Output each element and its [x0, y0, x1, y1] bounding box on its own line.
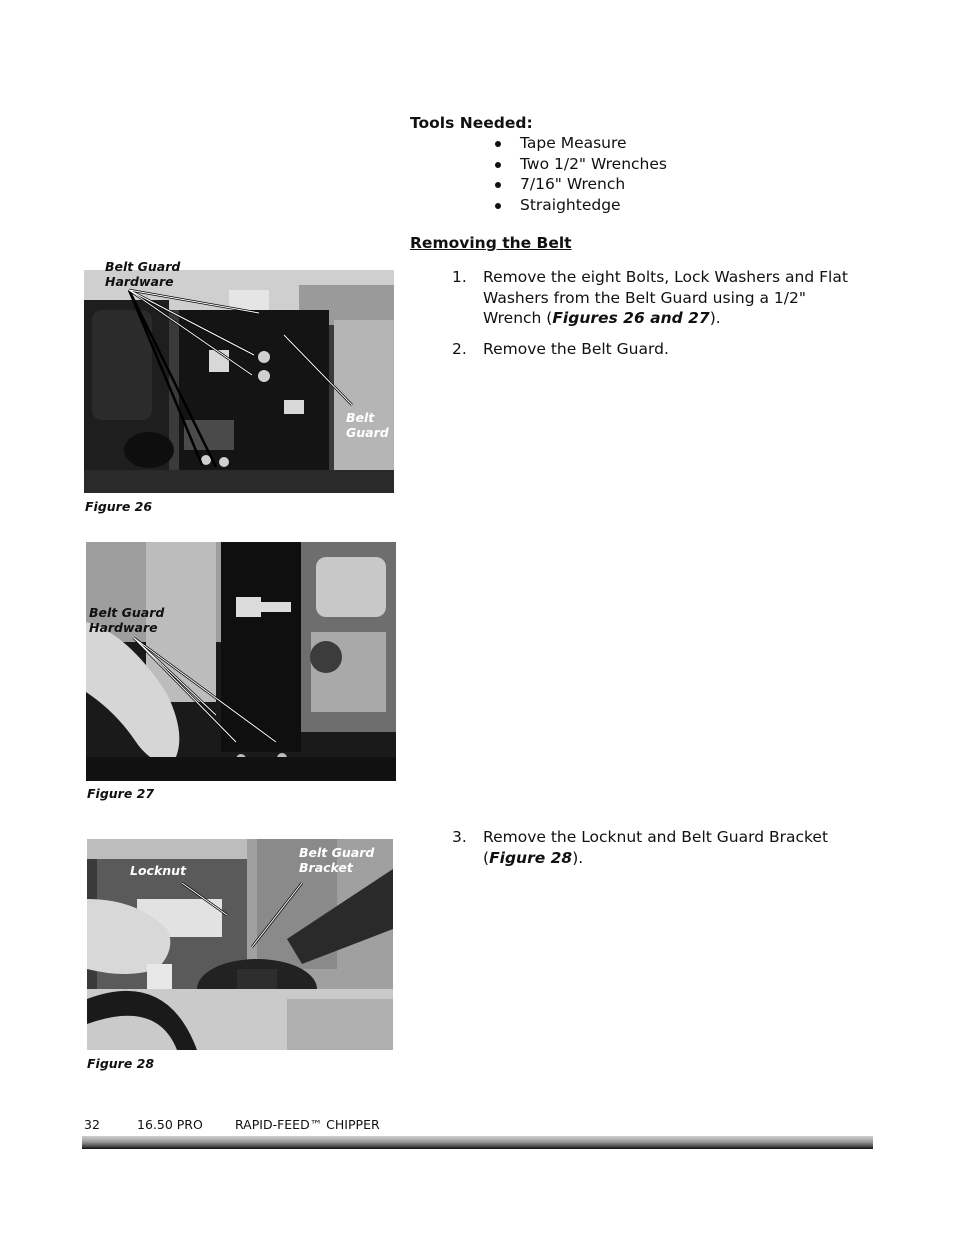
footer-rule [82, 1136, 873, 1149]
footer-model: 16.50 PRO [137, 1117, 203, 1132]
step-text: Remove the Belt Guard. [483, 340, 669, 358]
step-number: 3. [452, 828, 467, 846]
label-locknut: Locknut [130, 863, 187, 878]
figure-reference: Figures 26 and 27 [552, 309, 710, 327]
step-2 [452, 339, 862, 361]
label-belt-guard-hardware: Belt Guard Hardware [89, 605, 165, 635]
label-belt-guard-bracket: Belt Guard Bracket [299, 845, 375, 875]
figure-27-leader-lines [86, 620, 296, 760]
figure-27-caption: Figure 27 [87, 786, 155, 801]
step-1 [452, 267, 862, 329]
figure-reference: Figure 28 [489, 848, 573, 867]
step-3 [452, 827, 862, 869]
label-belt-guard: Belt Guard [346, 410, 389, 440]
figure-26-caption: Figure 26 [85, 499, 153, 514]
tool-item: 7/16" Wrench [490, 174, 667, 195]
step-text: Remove the Locknut and Belt Guard Bracket (Figure 28). [483, 828, 829, 867]
page-number: 32 [84, 1117, 100, 1132]
tool-item: Two 1/2" Wrenches [490, 154, 667, 175]
tool-item: Tape Measure [490, 133, 667, 154]
tools-heading: Tools Needed: [410, 114, 533, 132]
section-heading: Removing the Belt [410, 234, 572, 252]
figure-26-leader-lines [84, 255, 394, 495]
label-belt-guard-hardware: Belt Guard Hardware [105, 259, 181, 289]
footer-product: RAPID-FEED™ CHIPPER [235, 1117, 380, 1132]
step-number: 1. [452, 268, 467, 286]
step-text: Remove the eight Bolts, Lock Washers and Flat Washers from the Belt Guard using a 1/2" Wrench (Figures 26 and 27). [483, 268, 848, 327]
figure-28-caption: Figure 28 [87, 1056, 155, 1071]
step-number: 2. [452, 340, 467, 358]
tool-item: Straightedge [490, 195, 667, 216]
tools-list [490, 133, 667, 215]
